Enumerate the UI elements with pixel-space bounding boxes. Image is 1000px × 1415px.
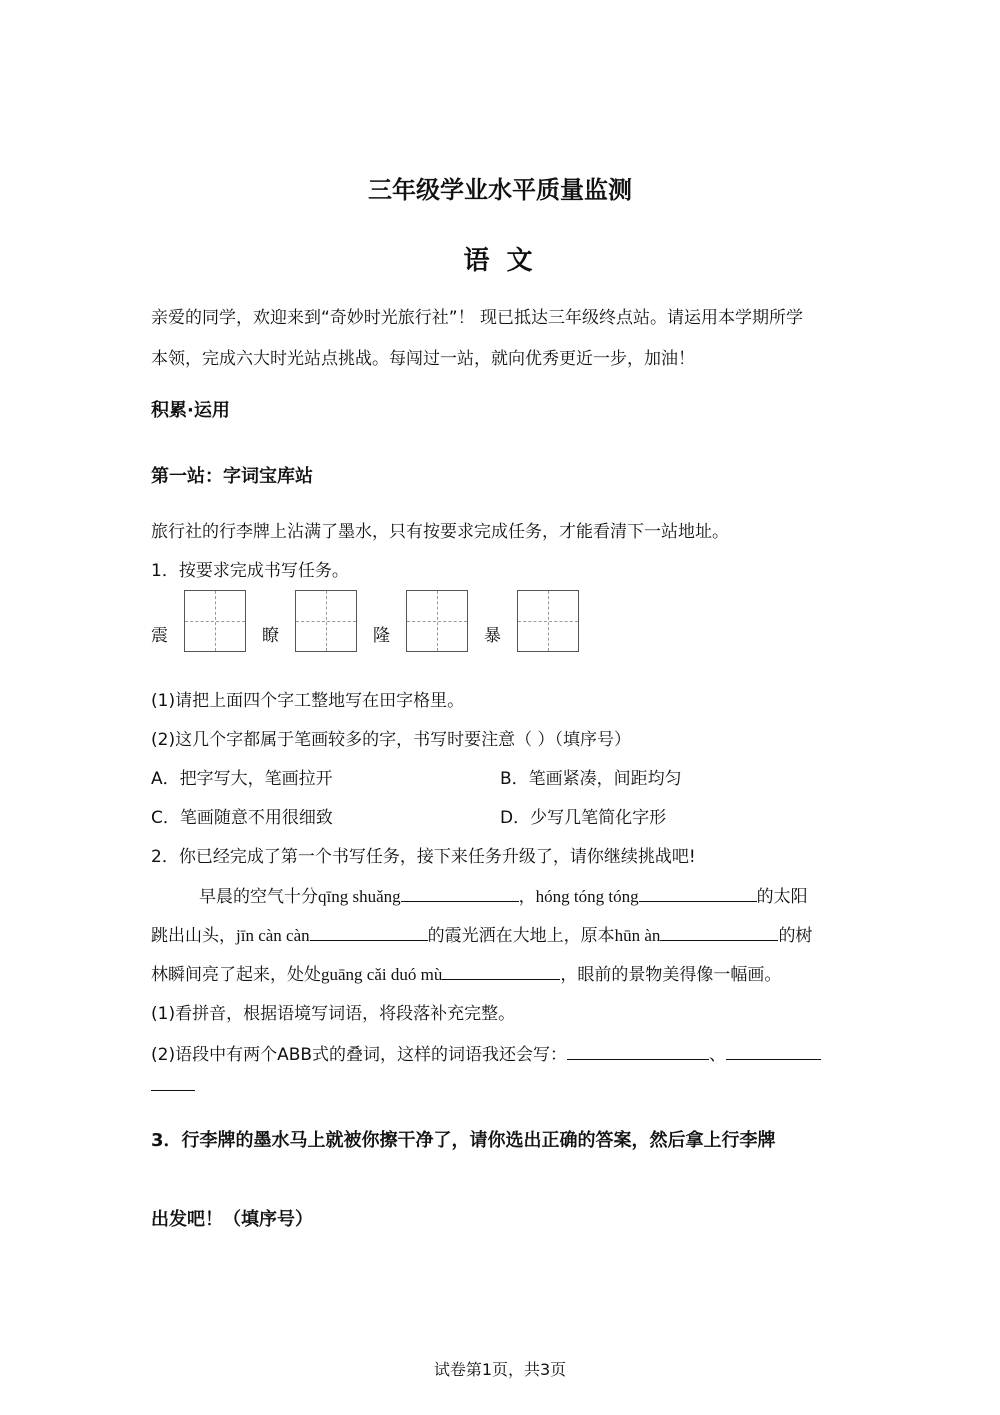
answer-blank[interactable] bbox=[310, 924, 428, 941]
option-d[interactable]: D．少写几笔简化字形 bbox=[500, 808, 667, 828]
paragraph-text: 的霞光洒在大地上，原本 bbox=[427, 926, 615, 946]
paragraph-text: (2)语段中有两个ABB式的叠词，这样的词语我还会写： bbox=[151, 1045, 568, 1065]
question-2-sub-1: (1)看拼音，根据语境写词语，将段落补充完整。 bbox=[151, 1004, 516, 1024]
option-c[interactable]: C．笔画随意不用很细致 bbox=[151, 808, 333, 828]
question-2-sub-2 bbox=[151, 1040, 821, 1065]
question-1-sub-2: (2)这几个字都属于笔画较多的字，书写时要注意（ ）（填序号） bbox=[151, 730, 631, 750]
answer-blank[interactable] bbox=[726, 1043, 821, 1060]
answer-blank-continued[interactable] bbox=[151, 1074, 195, 1091]
pinyin: guāng cǎi duó mù bbox=[321, 965, 443, 984]
question-1-stem: 1．按要求完成书写任务。 bbox=[151, 561, 349, 581]
answer-blank[interactable] bbox=[660, 924, 778, 941]
paragraph-line-2 bbox=[151, 921, 812, 946]
section-heading: 积累·运用 bbox=[151, 400, 230, 421]
pinyin: jīn càn càn bbox=[236, 926, 310, 945]
paragraph-text: ，眼前的景物美得像一幅画。 bbox=[560, 965, 782, 985]
paragraph-text: 的太阳 bbox=[756, 887, 808, 907]
station-title: 第一站：字词宝库站 bbox=[151, 466, 313, 487]
page-footer: 试卷第1页，共3页 bbox=[433, 1360, 567, 1379]
subject-title: 语 文 bbox=[463, 246, 537, 276]
intro-line-2: 本领，完成六大时光站点挑战。每闯过一站，就向优秀更近一步，加油！ bbox=[151, 349, 695, 369]
paragraph-text: 跳出山头， bbox=[151, 926, 236, 946]
char-zhen: 震 bbox=[151, 626, 168, 646]
paragraph-line-1 bbox=[199, 882, 808, 907]
pinyin: hóng tóng tóng bbox=[535, 887, 639, 906]
question-2-stem: 2．你已经完成了第一个书写任务，接下来任务升级了，请你继续挑战吧! bbox=[151, 847, 696, 867]
tianzige-box-4[interactable] bbox=[517, 590, 579, 652]
option-b[interactable]: B．笔画紧凑，间距均匀 bbox=[500, 769, 682, 789]
option-a[interactable]: A．把字写大，笔画拉开 bbox=[151, 769, 333, 789]
answer-blank[interactable] bbox=[567, 1043, 709, 1060]
intro-line-1: 亲爱的同学，欢迎来到“奇妙时光旅行社”！ 现已抵达三年级终点站。请运用本学期所学 bbox=[151, 308, 804, 328]
station-description: 旅行社的行李牌上沾满了墨水，只有按要求完成任务，才能看清下一站地址。 bbox=[151, 522, 729, 542]
paragraph-line-3 bbox=[151, 960, 781, 985]
answer-blank[interactable] bbox=[639, 885, 757, 902]
answer-blank[interactable] bbox=[401, 885, 519, 902]
char-long: 隆 bbox=[373, 626, 390, 646]
answer-blank[interactable] bbox=[442, 963, 560, 980]
exam-title: 三年级学业水平质量监测 bbox=[368, 176, 632, 204]
paragraph-text: 林瞬间亮了起来，处处 bbox=[151, 965, 321, 985]
paragraph-text: 的树 bbox=[778, 926, 813, 946]
pinyin: hūn àn bbox=[614, 926, 661, 945]
question-3-line-2: 出发吧！（填序号） bbox=[151, 1209, 313, 1230]
question-3-line-1: 3．行李牌的墨水马上就被你擦干净了，请你选出正确的答案，然后拿上行李牌 bbox=[151, 1130, 776, 1151]
pinyin: qīng shuǎng bbox=[318, 887, 401, 906]
paragraph-text: ， bbox=[518, 887, 536, 907]
tianzige-box-3[interactable] bbox=[406, 590, 468, 652]
paragraph-text: 早晨的空气十分 bbox=[199, 887, 318, 907]
separator: 、 bbox=[709, 1045, 727, 1065]
char-liao: 瞭 bbox=[262, 626, 279, 646]
tianzige-box-1[interactable] bbox=[184, 590, 246, 652]
tianzige-box-2[interactable] bbox=[295, 590, 357, 652]
char-bao: 暴 bbox=[484, 626, 501, 646]
question-1-sub-1: (1)请把上面四个字工整地写在田字格里。 bbox=[151, 691, 465, 711]
